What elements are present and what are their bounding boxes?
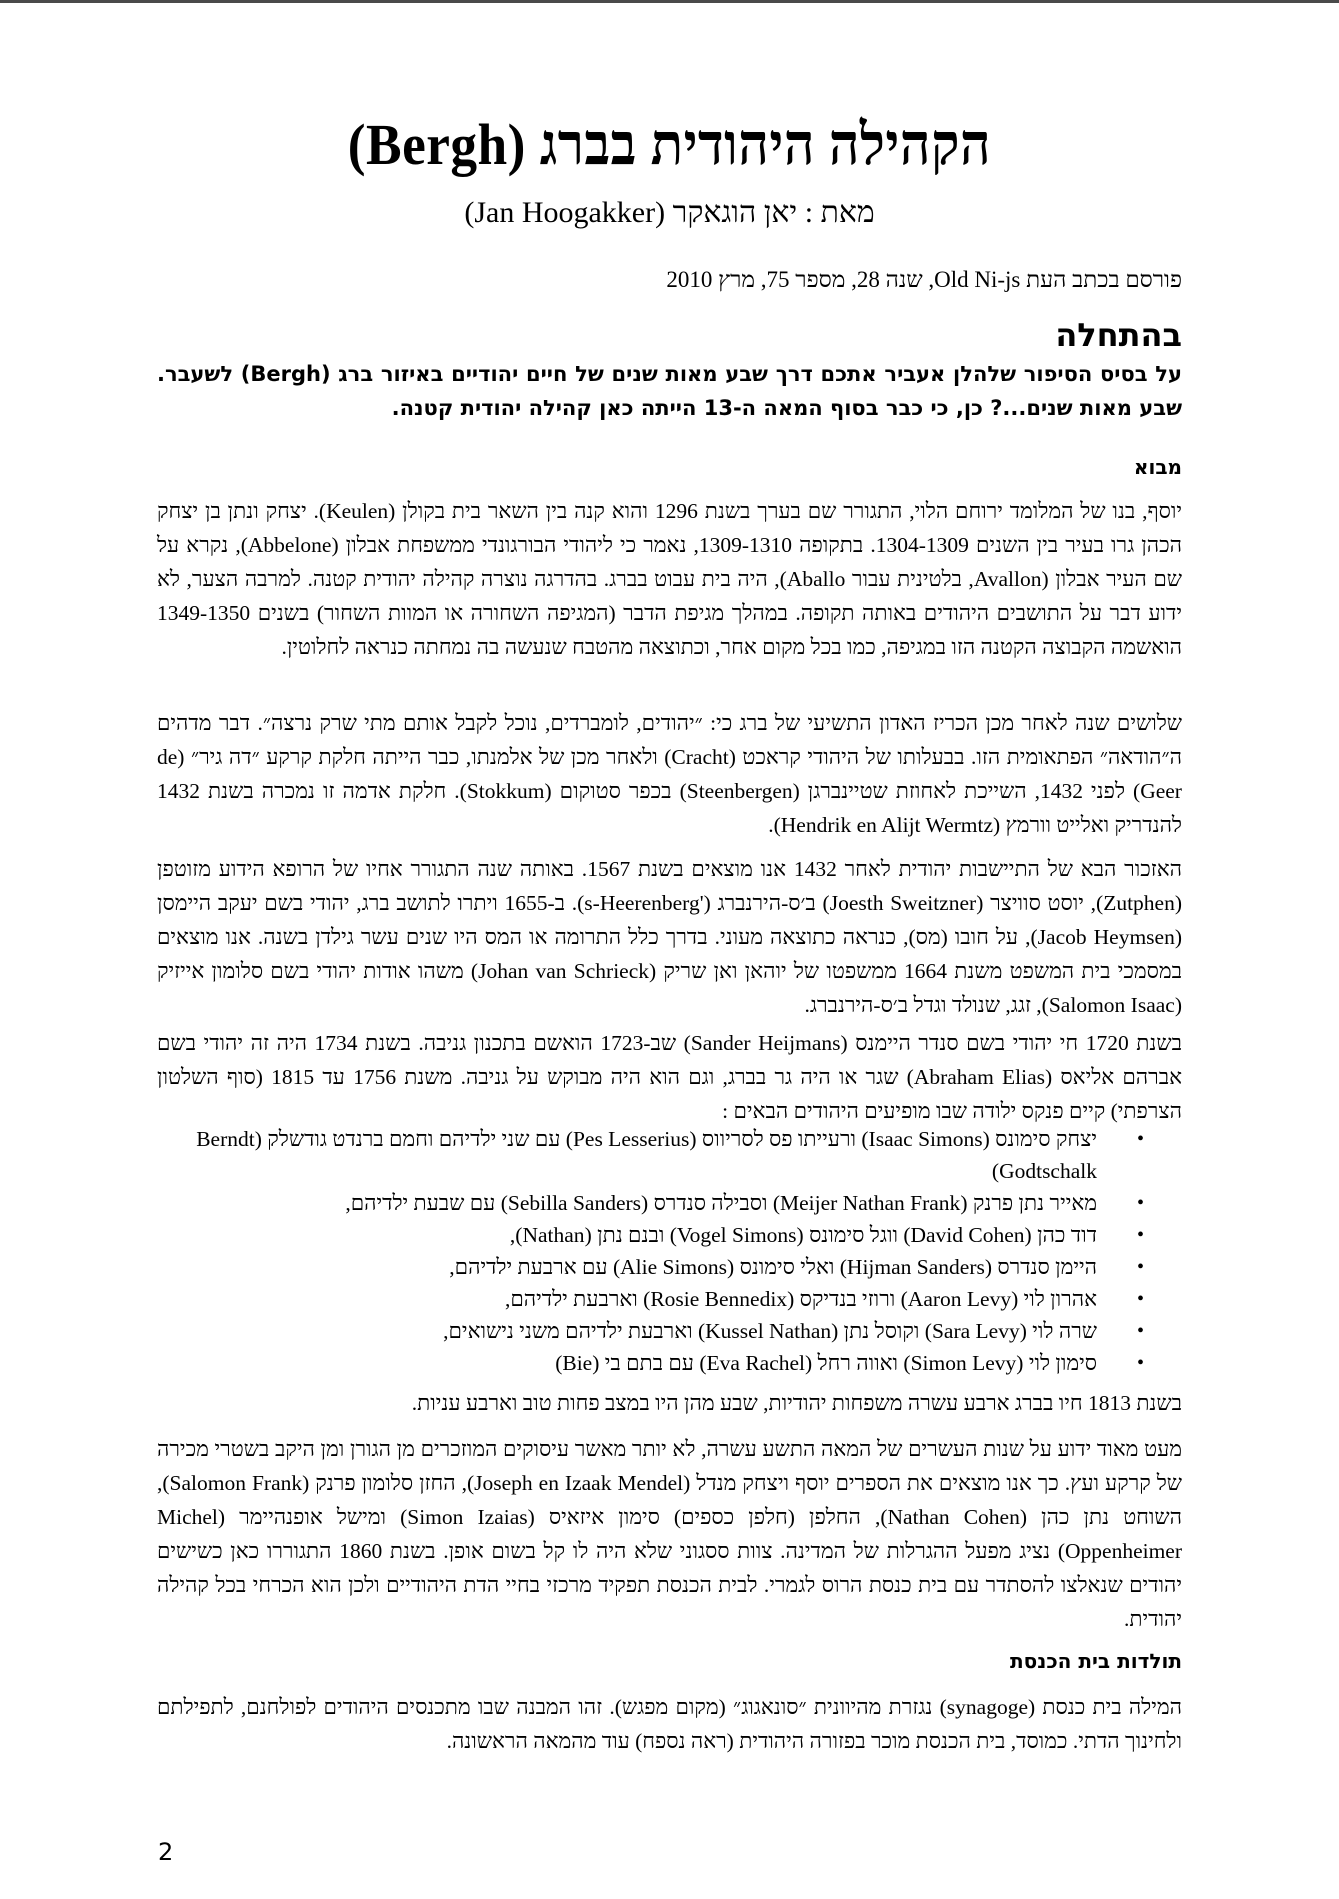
list-item-text: היימן סנדרס (Hijman Sanders) ואלי סימונס (Alie Simons) עם ארבעת ילדיהם, bbox=[449, 1255, 1097, 1279]
bullet-icon: • bbox=[1136, 1128, 1144, 1150]
section-heading-synagogue-history: תולדות בית הכנסת bbox=[1010, 1649, 1182, 1673]
list-item bbox=[157, 1315, 1182, 1347]
birth-register-list bbox=[157, 1123, 1182, 1379]
bullet-icon: • bbox=[1136, 1288, 1144, 1310]
viewer-top-border bbox=[0, 0, 1339, 3]
paragraph-19th-century: מעט מאוד ידוע על שנות העשרים של המאה התשע עשרה, לא יותר מאשר עיסוקים המוזכרים מן הגורן ומן היקב בשטרי מכירה של קרקע ועץ. כך אנו מוצאים את הספרים יוסף ויצחק מנדל (Joseph en Izaak Mendel), החזן סלומון פרנק (Salomon Frank), השוחט נתן כהן (Nathan Cohen), החלפן (חלפן כספים) סימון איזאיס (Simon Izaias) ומישל אופנהיימר (Michel Oppenheimer) נציג מפעל ההגרלות של המדינה. צוות ססגוני שלא היה לו קל בשום אופן. בשנת 1860 התגוררו כאן כשישים יהודים שנאלצו להסתדר עם בית כנסת הרוס לגמרי. לבית הכנסת תפקיד מרכזי בחיי הדת היהודיים ולכן הוא הכרחי בכל קהילה יהודית. bbox=[157, 1437, 1183, 1631]
list-item-text: דוד כהן (David Cohen) ווגל סימונס (Vogel Simons) ובנם נתן (Nathan), bbox=[509, 1223, 1097, 1247]
bullet-icon: • bbox=[1136, 1352, 1144, 1374]
section-heading-introduction: מבוא bbox=[1133, 455, 1182, 479]
bullet-icon: • bbox=[1136, 1192, 1144, 1214]
list-item bbox=[157, 1251, 1182, 1283]
list-item-text: סימון לוי (Simon Levy) ואווה רחל (Eva Rachel) עם בתם בי (Bie) bbox=[555, 1351, 1097, 1375]
section-heading-beginning: בהתחלה bbox=[1055, 316, 1182, 354]
list-item bbox=[157, 1187, 1182, 1219]
paragraph-2: שלושים שנה לאחר מכן הכריז האדון התשיעי של ברג כי: ״יהודים, לומברדים, נוכל לקבל אותם מתי שרק נרצה״. דבר מדהים ה״הודאה״ הפתאומית הזו. בבעלותו של היהודי קראכט (Cracht) ולאחר מכן של אלמנתו, כבר הייתה חלקת קרקע ״דה גיר״ (de Geer) לפני 1432, השייכת לאחוזת שטיינברגן (Steenbergen) בכפר סטוקום (Stokkum). חלקת אדמה זו נמכרה בשנת 1432 להנדריק ואלייט וורמץ (Hendrik en Alijt Wermtz). bbox=[157, 711, 1182, 837]
author-byline: מאת : יאן הוגאקר (Jan Hoogakker) bbox=[464, 196, 875, 229]
list-item bbox=[157, 1283, 1182, 1315]
page-number: 2 bbox=[158, 1838, 174, 1866]
list-item-text: יצחק סימונס (Isaac Simons) ורעייתו פס לסריווס (Pes Lesserius) עם שני ילדיהם וחמם ברנדט גודשלק (Berndt Godtschalk) bbox=[196, 1127, 1097, 1183]
list-item bbox=[157, 1347, 1182, 1379]
list-item-text: מאייר נתן פרנק (Meijer Nathan Frank) וסבילה סנדרס (Sebilla Sanders) עם שבעת ילדיהם, bbox=[345, 1191, 1097, 1215]
list-item-text: אהרון לוי (Aaron Levy) ורוזי בנדיקס (Rosie Bennedix) וארבעת ילדיהם, bbox=[504, 1287, 1097, 1311]
publication-info: פורסם בכתב העת Old Ni-js, שנה 28, מספר 75, מרץ 2010 bbox=[666, 267, 1182, 292]
paragraph-1813: בשנת 1813 חיו בברג ארבע עשרה משפחות יהודיות, שבע מהן היו במצב פחות טוב וארבע עניות. bbox=[411, 1391, 1182, 1415]
page-title: הקהילה היהודית בברג (Bergh) bbox=[347, 112, 992, 177]
intro-paragraph: על בסיס הסיפור שלהלן אעביר אתכם דרך שבע מאות שנים של חיים יהודיים באיזור ברג (Bergh) לשעבר. שבע מאות שנים...? כן, כי כבר בסוף המאה ה-13 הייתה כאן קהילה יהודית קטנה. bbox=[157, 362, 1182, 420]
paragraph-3: האזכור הבא של התיישבות יהודית לאחר 1432 אנו מוצאים בשנת 1567. באותה שנה התגורר אחיו של הרופא הידוע מזוטפן (Zutphen), יוסט סוויצר (Joesth Sweitzner) ב׳ס-הירנברג ('s-Heerenberg). ב-1655 ויתרו לתושב ברג, יהודי בשם יעקב היימסן (Jacob Heymsen), על חובו (מס), כנראה כתוצאה מעוני. בדרך כלל התרומה או המס היו שנים עשר גילדן בשנה. אנו מוצאים במסמכי בית המשפט משנת 1664 ממשפטו של יוהאן ואן שריק (Johan van Schrieck) משהו אודות יהודי בשם סלומון אייזיק (Salomon Isaac), זגג, שנולד וגדל ב׳ס-הירנברג. bbox=[157, 857, 1183, 1017]
paragraph-4: בשנת 1720 חי יהודי בשם סנדר היימנס (Sander Heijmans) שב-1723 הואשם בתכנון גניבה. בשנת 1734 היה זה יהודי בשם אברהם אליאס (Abraham Elias) שגר או היה גר בברג, וגם הוא היה מבוקש על גניבה. משנת 1756 עד 1815 (סוף השלטון הצרפתי) קיים פנקס ילודה שבו מופיעים היהודים הבאים : bbox=[157, 1031, 1182, 1123]
bullet-icon: • bbox=[1136, 1224, 1144, 1246]
paragraph-synagogue: המילה בית כנסת (synagoge) נגזרת מהיוונית ״סונאגוג״ (מקום מפגש). זהו המבנה שבו מתכנסים היהודים לפולחנם, לתפילתם ולחינוך הדתי. כמוסד, בית הכנסת מוכר בפזורה היהודית (ראה נספח) עוד מהמאה הראשונה. bbox=[157, 1695, 1182, 1753]
bullet-icon: • bbox=[1136, 1320, 1144, 1342]
paragraph-1: יוסף, בנו של המלומד ירוחם הלוי, התגורר שם בערך בשנת 1296 והוא קנה בין השאר בית בקולן (Keulen). יצחק ונתן בן יצחק הכהן גרו בעיר בין השנים 1304-1309. בתקופה 1309-1310, נאמר כי ליהודי הבורגונדי ממשפחת אבלון (Abbelone), נקרא על שם העיר אבלון (Avallon, בלטינית עבור Aballo), היה בית עבוט בברג. בהדרגה נוצרה קהילה יהודית קטנה. למרבה הצער, לא ידוע דבר על התושבים היהודים באותה תקופה. במהלך מגיפת הדבר (המגיפה השחורה או המוות השחור) בשנים 1349-1350 הואשמה הקבוצה הקטנה הזו במגיפה, כמו בכל מקום אחר, וכתוצאה מהטבח שנעשה בה נמחתה כנראה לחלוטין. bbox=[157, 499, 1182, 659]
list-item-text: שרה לוי (Sara Levy) וקוסל נתן (Kussel Nathan) וארבעת ילדיהם משני נישואים, bbox=[443, 1319, 1097, 1343]
bullet-icon: • bbox=[1136, 1256, 1144, 1278]
list-item bbox=[157, 1123, 1182, 1187]
list-item bbox=[157, 1219, 1182, 1251]
